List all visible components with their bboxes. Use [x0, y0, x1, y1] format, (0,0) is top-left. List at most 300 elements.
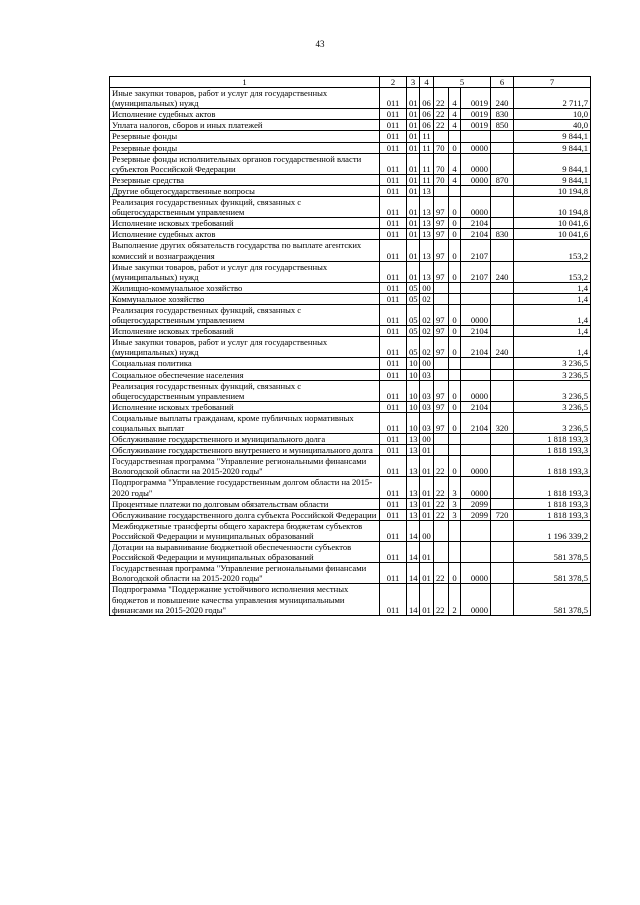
cell-expense-type: [491, 185, 514, 196]
cell-grbs: 011: [380, 293, 407, 304]
cell-amount: 1,4: [514, 337, 591, 358]
cell-subsection: 11: [420, 153, 434, 174]
page-number: 43: [315, 39, 325, 49]
cell-grbs: 011: [380, 229, 407, 240]
table-row: [110, 542, 591, 563]
row-name: Обслуживание государственного внутреннего и муниципального долга: [110, 445, 380, 456]
cell-target-group: [449, 369, 461, 380]
cell-expense-type: [491, 358, 514, 369]
cell-amount: 3 236,5: [514, 369, 591, 380]
table-row: [110, 131, 591, 142]
cell-expense-type: [491, 401, 514, 412]
cell-target-program: [434, 185, 449, 196]
cell-amount: 10 194,8: [514, 185, 591, 196]
cell-grbs: 011: [380, 380, 407, 401]
row-name: Дотации на выравнивание бюджетной обеспеченности субъектов Российской Федерации и муниципальных образований: [110, 542, 380, 563]
row-name: Обслуживание государственного долга субъекта Российской Федерации: [110, 509, 380, 520]
cell-expense-type: [491, 542, 514, 563]
cell-subsection: 03: [420, 380, 434, 401]
cell-grbs: 011: [380, 401, 407, 412]
cell-target-program: [434, 358, 449, 369]
cell-target-program: [434, 369, 449, 380]
cell-target-program: 22: [434, 509, 449, 520]
cell-amount: 10 194,8: [514, 197, 591, 218]
cell-section: 01: [407, 174, 420, 185]
cell-target-group: 3: [449, 509, 461, 520]
cell-section: 05: [407, 304, 420, 325]
cell-target-group: 4: [449, 120, 461, 131]
cell-section: 10: [407, 369, 420, 380]
cell-expense-type: 870: [491, 174, 514, 185]
cell-section: 05: [407, 293, 420, 304]
cell-target-group: 0: [449, 218, 461, 229]
table-row: [110, 509, 591, 520]
table-row: [110, 563, 591, 584]
table-row: [110, 358, 591, 369]
header-col-6: 6: [491, 77, 514, 88]
table-row: [110, 142, 591, 153]
header-col-2: 2: [380, 77, 407, 88]
cell-target-program: 22: [434, 88, 449, 109]
cell-subsection: 13: [420, 261, 434, 282]
cell-target-code: 0000: [461, 174, 491, 185]
cell-target-group: [449, 185, 461, 196]
cell-target-code: 0000: [461, 142, 491, 153]
cell-amount: 10 041,6: [514, 218, 591, 229]
cell-section: 10: [407, 412, 420, 433]
cell-subsection: 01: [420, 445, 434, 456]
cell-subsection: 11: [420, 174, 434, 185]
table-row: [110, 337, 591, 358]
header-col-4: 4: [420, 77, 434, 88]
cell-target-program: [434, 434, 449, 445]
cell-amount: 1 818 193,3: [514, 509, 591, 520]
cell-target-program: [434, 293, 449, 304]
cell-subsection: 11: [420, 131, 434, 142]
cell-expense-type: [491, 498, 514, 509]
cell-amount: 1 818 193,3: [514, 434, 591, 445]
cell-target-group: 0: [449, 142, 461, 153]
cell-amount: 10,0: [514, 109, 591, 120]
cell-target-code: [461, 369, 491, 380]
table-row: [110, 229, 591, 240]
cell-expense-type: 320: [491, 412, 514, 433]
cell-amount: 40,0: [514, 120, 591, 131]
cell-target-group: 4: [449, 174, 461, 185]
cell-target-program: 22: [434, 584, 449, 615]
cell-expense-type: 830: [491, 229, 514, 240]
row-name: Жилищно-коммунальное хозяйство: [110, 282, 380, 293]
cell-amount: 3 236,5: [514, 412, 591, 433]
cell-target-group: 3: [449, 477, 461, 498]
cell-grbs: 011: [380, 109, 407, 120]
table-row: [110, 120, 591, 131]
cell-section: 13: [407, 434, 420, 445]
cell-expense-type: [491, 197, 514, 218]
cell-subsection: 01: [420, 563, 434, 584]
cell-grbs: 011: [380, 337, 407, 358]
cell-target-program: 97: [434, 412, 449, 433]
cell-amount: 1,4: [514, 326, 591, 337]
cell-amount: 9 844,1: [514, 153, 591, 174]
cell-target-program: [434, 131, 449, 142]
table-row: [110, 197, 591, 218]
cell-amount: 9 844,1: [514, 174, 591, 185]
cell-section: 13: [407, 498, 420, 509]
cell-expense-type: 240: [491, 88, 514, 109]
cell-grbs: 011: [380, 584, 407, 615]
cell-subsection: 13: [420, 185, 434, 196]
cell-section: 01: [407, 229, 420, 240]
cell-grbs: 011: [380, 174, 407, 185]
cell-target-code: 0000: [461, 456, 491, 477]
cell-target-program: 22: [434, 109, 449, 120]
cell-target-program: 97: [434, 261, 449, 282]
cell-target-group: [449, 434, 461, 445]
cell-target-group: 0: [449, 401, 461, 412]
table-row: [110, 282, 591, 293]
cell-target-code: 0019: [461, 88, 491, 109]
row-name: Обслуживание государственного и муниципального долга: [110, 434, 380, 445]
cell-section: 05: [407, 326, 420, 337]
cell-target-group: 0: [449, 326, 461, 337]
cell-target-code: 0000: [461, 304, 491, 325]
cell-target-group: 0: [449, 456, 461, 477]
cell-section: 10: [407, 358, 420, 369]
cell-expense-type: [491, 563, 514, 584]
cell-target-code: [461, 185, 491, 196]
cell-target-program: 97: [434, 229, 449, 240]
table-row: [110, 109, 591, 120]
cell-subsection: 00: [420, 434, 434, 445]
row-name: Реализация государственных функций, связанных с общегосударственным управлением: [110, 197, 380, 218]
cell-target-program: 97: [434, 380, 449, 401]
cell-amount: 581 378,5: [514, 542, 591, 563]
cell-grbs: 011: [380, 434, 407, 445]
row-name: Выполнение других обязательств государства по выплате агентских комиссий и вознаграждения: [110, 240, 380, 261]
cell-grbs: 011: [380, 369, 407, 380]
cell-target-code: 2104: [461, 412, 491, 433]
cell-subsection: 03: [420, 412, 434, 433]
cell-expense-type: 850: [491, 120, 514, 131]
cell-grbs: 011: [380, 218, 407, 229]
cell-target-code: 2104: [461, 326, 491, 337]
cell-expense-type: 830: [491, 109, 514, 120]
cell-target-code: 2104: [461, 401, 491, 412]
cell-grbs: 011: [380, 326, 407, 337]
table-row: [110, 445, 591, 456]
table-row: [110, 218, 591, 229]
cell-amount: 1 196 339,2: [514, 520, 591, 541]
cell-section: 10: [407, 380, 420, 401]
row-name: Государственная программа "Управление региональными финансами Вологодской области на 2015-2020 годы": [110, 563, 380, 584]
cell-target-group: [449, 445, 461, 456]
cell-target-code: 0019: [461, 109, 491, 120]
table-row: [110, 240, 591, 261]
row-name: Исполнение судебных актов: [110, 109, 380, 120]
row-name: Социальное обеспечение населения: [110, 369, 380, 380]
cell-subsection: 13: [420, 240, 434, 261]
row-name: Иные закупки товаров, работ и услуг для государственных (муниципальных) нужд: [110, 88, 380, 109]
cell-target-group: 0: [449, 304, 461, 325]
cell-target-program: 22: [434, 563, 449, 584]
cell-expense-type: [491, 369, 514, 380]
cell-amount: 1,4: [514, 293, 591, 304]
cell-target-group: [449, 293, 461, 304]
cell-section: 10: [407, 401, 420, 412]
cell-amount: 1 818 193,3: [514, 456, 591, 477]
table-row: [110, 88, 591, 109]
cell-amount: 10 041,6: [514, 229, 591, 240]
cell-amount: 2 711,7: [514, 88, 591, 109]
cell-subsection: 01: [420, 456, 434, 477]
cell-target-program: 97: [434, 401, 449, 412]
cell-target-code: [461, 282, 491, 293]
cell-subsection: 01: [420, 584, 434, 615]
cell-grbs: 011: [380, 412, 407, 433]
row-name: Иные закупки товаров, работ и услуг для государственных (муниципальных) нужд: [110, 261, 380, 282]
cell-section: 01: [407, 131, 420, 142]
cell-section: 13: [407, 445, 420, 456]
cell-subsection: 01: [420, 542, 434, 563]
cell-subsection: 13: [420, 218, 434, 229]
cell-target-group: [449, 131, 461, 142]
cell-target-group: 0: [449, 229, 461, 240]
cell-amount: 9 844,1: [514, 142, 591, 153]
cell-subsection: 02: [420, 326, 434, 337]
cell-section: 01: [407, 88, 420, 109]
cell-grbs: 011: [380, 120, 407, 131]
cell-expense-type: 240: [491, 261, 514, 282]
cell-section: 01: [407, 142, 420, 153]
cell-expense-type: 720: [491, 509, 514, 520]
cell-target-group: 0: [449, 563, 461, 584]
table-row: [110, 456, 591, 477]
cell-target-program: 70: [434, 153, 449, 174]
cell-subsection: 06: [420, 88, 434, 109]
table-row: [110, 293, 591, 304]
cell-section: 01: [407, 109, 420, 120]
cell-amount: 581 378,5: [514, 563, 591, 584]
row-name: Исполнение исковых требований: [110, 326, 380, 337]
table-row: [110, 584, 591, 615]
cell-expense-type: 240: [491, 337, 514, 358]
table-row: [110, 261, 591, 282]
cell-target-code: 0000: [461, 477, 491, 498]
cell-target-group: 0: [449, 261, 461, 282]
cell-expense-type: [491, 293, 514, 304]
row-name: Иные закупки товаров, работ и услуг для государственных (муниципальных) нужд: [110, 337, 380, 358]
cell-subsection: 01: [420, 477, 434, 498]
header-col-1: 1: [110, 77, 380, 88]
row-name: Реализация государственных функций, связанных с общегосударственным управлением: [110, 304, 380, 325]
cell-target-code: [461, 445, 491, 456]
cell-target-code: 2099: [461, 509, 491, 520]
row-name: Государственная программа "Управление региональными финансами Вологодской области на 2015-2020 годы": [110, 456, 380, 477]
row-name: Резервные средства: [110, 174, 380, 185]
cell-section: 01: [407, 185, 420, 196]
table-row: [110, 326, 591, 337]
header-col-5: 5: [434, 77, 491, 88]
cell-subsection: 06: [420, 120, 434, 131]
cell-subsection: 03: [420, 369, 434, 380]
cell-target-code: [461, 131, 491, 142]
cell-section: 01: [407, 218, 420, 229]
cell-grbs: 011: [380, 197, 407, 218]
table-row: [110, 412, 591, 433]
cell-grbs: 011: [380, 498, 407, 509]
cell-amount: 581 378,5: [514, 584, 591, 615]
table-row: [110, 520, 591, 541]
row-name: Исполнение исковых требований: [110, 401, 380, 412]
cell-grbs: 011: [380, 261, 407, 282]
cell-target-program: 97: [434, 326, 449, 337]
cell-target-group: 0: [449, 197, 461, 218]
cell-section: 01: [407, 153, 420, 174]
cell-target-program: 70: [434, 174, 449, 185]
table-row: [110, 153, 591, 174]
cell-target-code: 2104: [461, 218, 491, 229]
cell-section: 05: [407, 337, 420, 358]
row-name: Процентные платежи по долговым обязательствам области: [110, 498, 380, 509]
cell-target-code: [461, 358, 491, 369]
cell-target-group: 4: [449, 153, 461, 174]
cell-expense-type: [491, 456, 514, 477]
cell-expense-type: [491, 326, 514, 337]
cell-expense-type: [491, 380, 514, 401]
row-name: Межбюджетные трансферты общего характера бюджетам субъектов Российской Федерации и муниципальных образований: [110, 520, 380, 541]
cell-expense-type: [491, 142, 514, 153]
cell-amount: 153,2: [514, 261, 591, 282]
cell-amount: 9 844,1: [514, 131, 591, 142]
cell-grbs: 011: [380, 477, 407, 498]
cell-target-program: [434, 445, 449, 456]
cell-expense-type: [491, 520, 514, 541]
cell-target-program: 97: [434, 337, 449, 358]
cell-amount: 153,2: [514, 240, 591, 261]
cell-section: 01: [407, 240, 420, 261]
row-name: Реализация государственных функций, связанных с общегосударственным управлением: [110, 380, 380, 401]
cell-section: 14: [407, 563, 420, 584]
cell-grbs: 011: [380, 542, 407, 563]
cell-target-program: 22: [434, 456, 449, 477]
cell-target-group: [449, 358, 461, 369]
cell-target-code: 2107: [461, 261, 491, 282]
cell-target-group: 0: [449, 412, 461, 433]
cell-target-group: 2: [449, 584, 461, 615]
table-row: [110, 401, 591, 412]
cell-amount: 1,4: [514, 304, 591, 325]
cell-grbs: 011: [380, 282, 407, 293]
cell-expense-type: [491, 434, 514, 445]
cell-amount: 1 818 193,3: [514, 498, 591, 509]
header-col-3: 3: [407, 77, 420, 88]
cell-section: 13: [407, 456, 420, 477]
cell-grbs: 011: [380, 131, 407, 142]
cell-section: 14: [407, 542, 420, 563]
cell-grbs: 011: [380, 358, 407, 369]
cell-target-program: [434, 282, 449, 293]
cell-section: 01: [407, 197, 420, 218]
cell-target-group: 0: [449, 380, 461, 401]
cell-target-program: [434, 520, 449, 541]
row-name: Резервные фонды: [110, 142, 380, 153]
header-col-7: 7: [514, 77, 591, 88]
cell-amount: 3 236,5: [514, 401, 591, 412]
cell-section: 01: [407, 120, 420, 131]
cell-target-code: 2099: [461, 498, 491, 509]
table-row: [110, 477, 591, 498]
cell-expense-type: [491, 445, 514, 456]
cell-target-group: 3: [449, 498, 461, 509]
cell-subsection: 02: [420, 304, 434, 325]
cell-subsection: 02: [420, 337, 434, 358]
cell-grbs: 011: [380, 185, 407, 196]
budget-table: [109, 76, 591, 616]
cell-grbs: 011: [380, 240, 407, 261]
table-row: [110, 434, 591, 445]
cell-expense-type: [491, 153, 514, 174]
cell-section: 14: [407, 520, 420, 541]
cell-target-group: [449, 282, 461, 293]
cell-expense-type: [491, 131, 514, 142]
cell-expense-type: [491, 584, 514, 615]
cell-section: 14: [407, 584, 420, 615]
cell-subsection: 13: [420, 229, 434, 240]
cell-amount: 1 818 193,3: [514, 445, 591, 456]
table-row: [110, 185, 591, 196]
cell-grbs: 011: [380, 456, 407, 477]
table-row: [110, 174, 591, 185]
cell-target-code: 2104: [461, 229, 491, 240]
cell-target-code: [461, 434, 491, 445]
table-body: [110, 88, 591, 616]
cell-target-group: 4: [449, 109, 461, 120]
cell-expense-type: [491, 240, 514, 261]
cell-grbs: 011: [380, 509, 407, 520]
table-row: [110, 380, 591, 401]
cell-target-group: 4: [449, 88, 461, 109]
row-name: Социальная политика: [110, 358, 380, 369]
cell-target-code: 0000: [461, 197, 491, 218]
table-row: [110, 498, 591, 509]
cell-subsection: 01: [420, 509, 434, 520]
cell-subsection: 03: [420, 401, 434, 412]
row-name: Социальные выплаты гражданам, кроме публичных нормативных социальных выплат: [110, 412, 380, 433]
cell-target-code: 0019: [461, 120, 491, 131]
cell-expense-type: [491, 282, 514, 293]
cell-target-code: 0000: [461, 584, 491, 615]
cell-target-code: [461, 520, 491, 541]
cell-grbs: 011: [380, 445, 407, 456]
row-name: Подпрограмма "Поддержание устойчивого исполнения местных бюджетов и повышение качества управления муниципальными финансами на 2015-2020 годы": [110, 584, 380, 615]
cell-target-program: [434, 542, 449, 563]
cell-subsection: 01: [420, 498, 434, 509]
row-name: Подпрограмма "Управление государственным долгом области на 2015-2020 годы": [110, 477, 380, 498]
cell-target-code: 2104: [461, 337, 491, 358]
cell-target-code: [461, 293, 491, 304]
cell-target-code: 0000: [461, 153, 491, 174]
cell-grbs: 011: [380, 563, 407, 584]
table-row: [110, 304, 591, 325]
cell-grbs: 011: [380, 153, 407, 174]
cell-amount: 1 818 193,3: [514, 477, 591, 498]
header-row: [110, 77, 591, 88]
row-name: Резервные фонды: [110, 131, 380, 142]
row-name: Другие общегосударственные вопросы: [110, 185, 380, 196]
cell-target-group: 0: [449, 240, 461, 261]
cell-target-program: 97: [434, 240, 449, 261]
